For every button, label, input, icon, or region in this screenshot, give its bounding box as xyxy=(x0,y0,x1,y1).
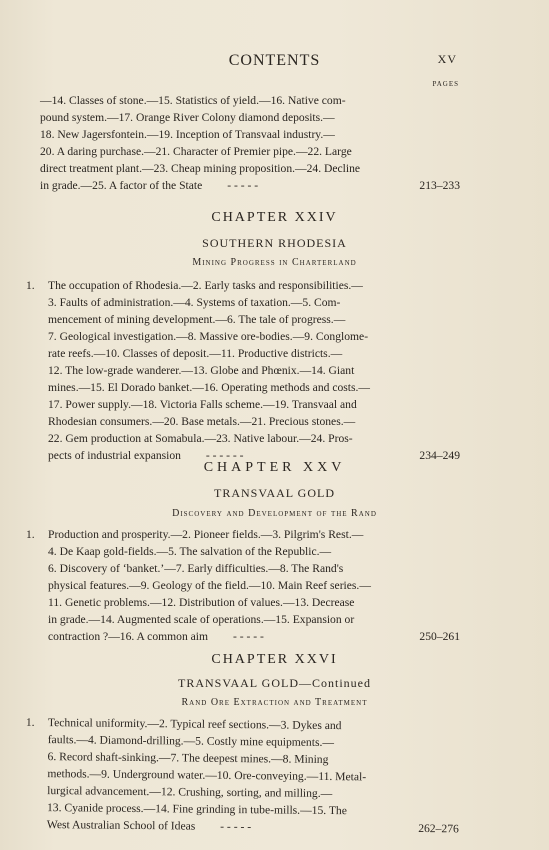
leader-dots: - - - - - xyxy=(220,819,252,834)
page-range: 262–276 xyxy=(418,821,459,836)
chapter-section: Mining Progress in Charterland xyxy=(192,257,357,268)
entry-number: 1. xyxy=(25,715,35,729)
entry-number: 1. xyxy=(26,279,35,292)
toc-line: lurgical advancement.—12. Crushing, sorting, and milling.— xyxy=(47,784,333,801)
toc-line: methods.—9. Underground water.—10. Ore-conveying.—11. Metal- xyxy=(47,767,367,784)
entry-number: 1. xyxy=(26,528,35,541)
toc-entry-continuation xyxy=(40,92,460,194)
chapter-subtitle: SOUTHERN RHODESIA xyxy=(202,236,347,250)
leader-dots: - - - - - xyxy=(232,630,264,643)
toc-last-line xyxy=(40,628,460,645)
chapter-title: CHAPTER XXIV xyxy=(211,210,338,225)
toc-line: —14. Classes of stone.—15. Statistics of yield.—16. Native com- xyxy=(40,94,346,107)
toc-line-text: contraction ?—16. A common aim xyxy=(48,630,209,643)
toc-line: Rhodesian consumers.—20. Base metals.—21. Precious stones.— xyxy=(48,415,356,428)
toc-line: 3. Faults of administration.—4. Systems of taxation.—5. Com- xyxy=(48,296,341,309)
chapter-subtitle: TRANSVAAL GOLD xyxy=(213,486,335,500)
toc-line: 22. Gem production at Somabula.—23. Native labour.—24. Pros- xyxy=(48,432,353,445)
page-title: CONTENTS xyxy=(228,52,321,69)
toc-line: Production and prosperity.—2. Pioneer fields.—3. Pilgrim's Rest.— xyxy=(48,528,364,541)
chapter-section: Rand Ore Extraction and Treatment xyxy=(181,697,368,708)
leader-dots: - - - - - - xyxy=(205,449,244,462)
leader-dots: - - - - - xyxy=(227,179,259,192)
toc-entry xyxy=(25,714,460,837)
toc-line: 20. A daring purchase.—21. Character of Premier pipe.—22. Large xyxy=(40,145,352,158)
toc-line: The occupation of Rhodesia.—2. Early tasks and responsibilities.— xyxy=(48,279,363,292)
chapter-title: CHAPTER XXVI xyxy=(211,652,338,667)
page-range: 213–233 xyxy=(419,179,460,192)
page-number: XV xyxy=(437,52,457,66)
toc-line: Technical uniformity.—2. Typical reef sections.—3. Dykes and xyxy=(47,716,342,733)
toc-line: 17. Power supply.—18. Victoria Falls scheme.—19. Transvaal and xyxy=(48,398,357,411)
page-range: 234–249 xyxy=(419,449,460,462)
toc-line: 7. Geological investigation.—8. Massive ore-bodies.—9. Conglome- xyxy=(48,330,369,343)
toc-line: direct treatment plant.—23. Cheap mining proposition.—24. Decline xyxy=(40,162,361,175)
toc-line: 18. New Jagersfontein.—19. Inception of Transvaal industry.— xyxy=(40,128,335,141)
toc-line-text: pects of industrial expansion xyxy=(48,449,181,462)
toc-line: mencement of mining development.—6. The tale of progress.— xyxy=(48,313,346,326)
toc-line: 6. Discovery of ‘banket.’—7. Early difficulties.—8. The Rand's xyxy=(48,562,344,575)
toc-line: 11. Genetic problems.—12. Distribution of values.—13. Decrease xyxy=(48,596,355,609)
page-range: 250–261 xyxy=(419,630,460,643)
toc-last-line xyxy=(40,177,460,194)
toc-line: rate reefs.—10. Classes of deposit.—11. Productive districts.— xyxy=(48,347,343,360)
toc-line: 13. Cyanide process.—14. Fine grinding in tube-mills.—15. The xyxy=(46,801,347,818)
chapter-title: CHAPTER XXV xyxy=(203,460,346,475)
toc-line: 4. De Kaap gold-fields.—5. The salvation of the Republic.— xyxy=(48,545,332,558)
toc-entry xyxy=(26,526,460,645)
chapter-section: Discovery and Development of the Rand xyxy=(172,508,377,519)
toc-line: mines.—15. El Dorado banket.—16. Operating methods and costs.— xyxy=(48,381,370,394)
chapter-subtitle: TRANSVAAL GOLD—Continued xyxy=(177,676,371,690)
toc-line-text: in grade.—25. A factor of the State xyxy=(40,179,203,192)
toc-line: physical features.—9. Geology of the field.—10. Main Reef series.— xyxy=(48,579,371,592)
pages-column-label: PAGES xyxy=(432,80,459,88)
toc-line: in grade.—14. Augmented scale of operations.—15. Expansion or xyxy=(48,613,355,626)
toc-line: 6. Record shaft-sinking.—7. The deepest mines.—8. Mining xyxy=(47,750,329,767)
toc-line: pound system.—17. Orange River Colony diamond deposits.— xyxy=(40,111,335,124)
toc-line: faults.—4. Diamond-drilling.—5. Costly mine equipments.— xyxy=(47,733,335,750)
toc-entry xyxy=(26,277,460,464)
toc-line: 12. The low-grade wanderer.—13. Globe and Phœnix.—14. Giant xyxy=(48,364,355,377)
toc-last-line xyxy=(39,816,459,837)
toc-line-text: West Australian School of Ideas xyxy=(46,818,196,833)
